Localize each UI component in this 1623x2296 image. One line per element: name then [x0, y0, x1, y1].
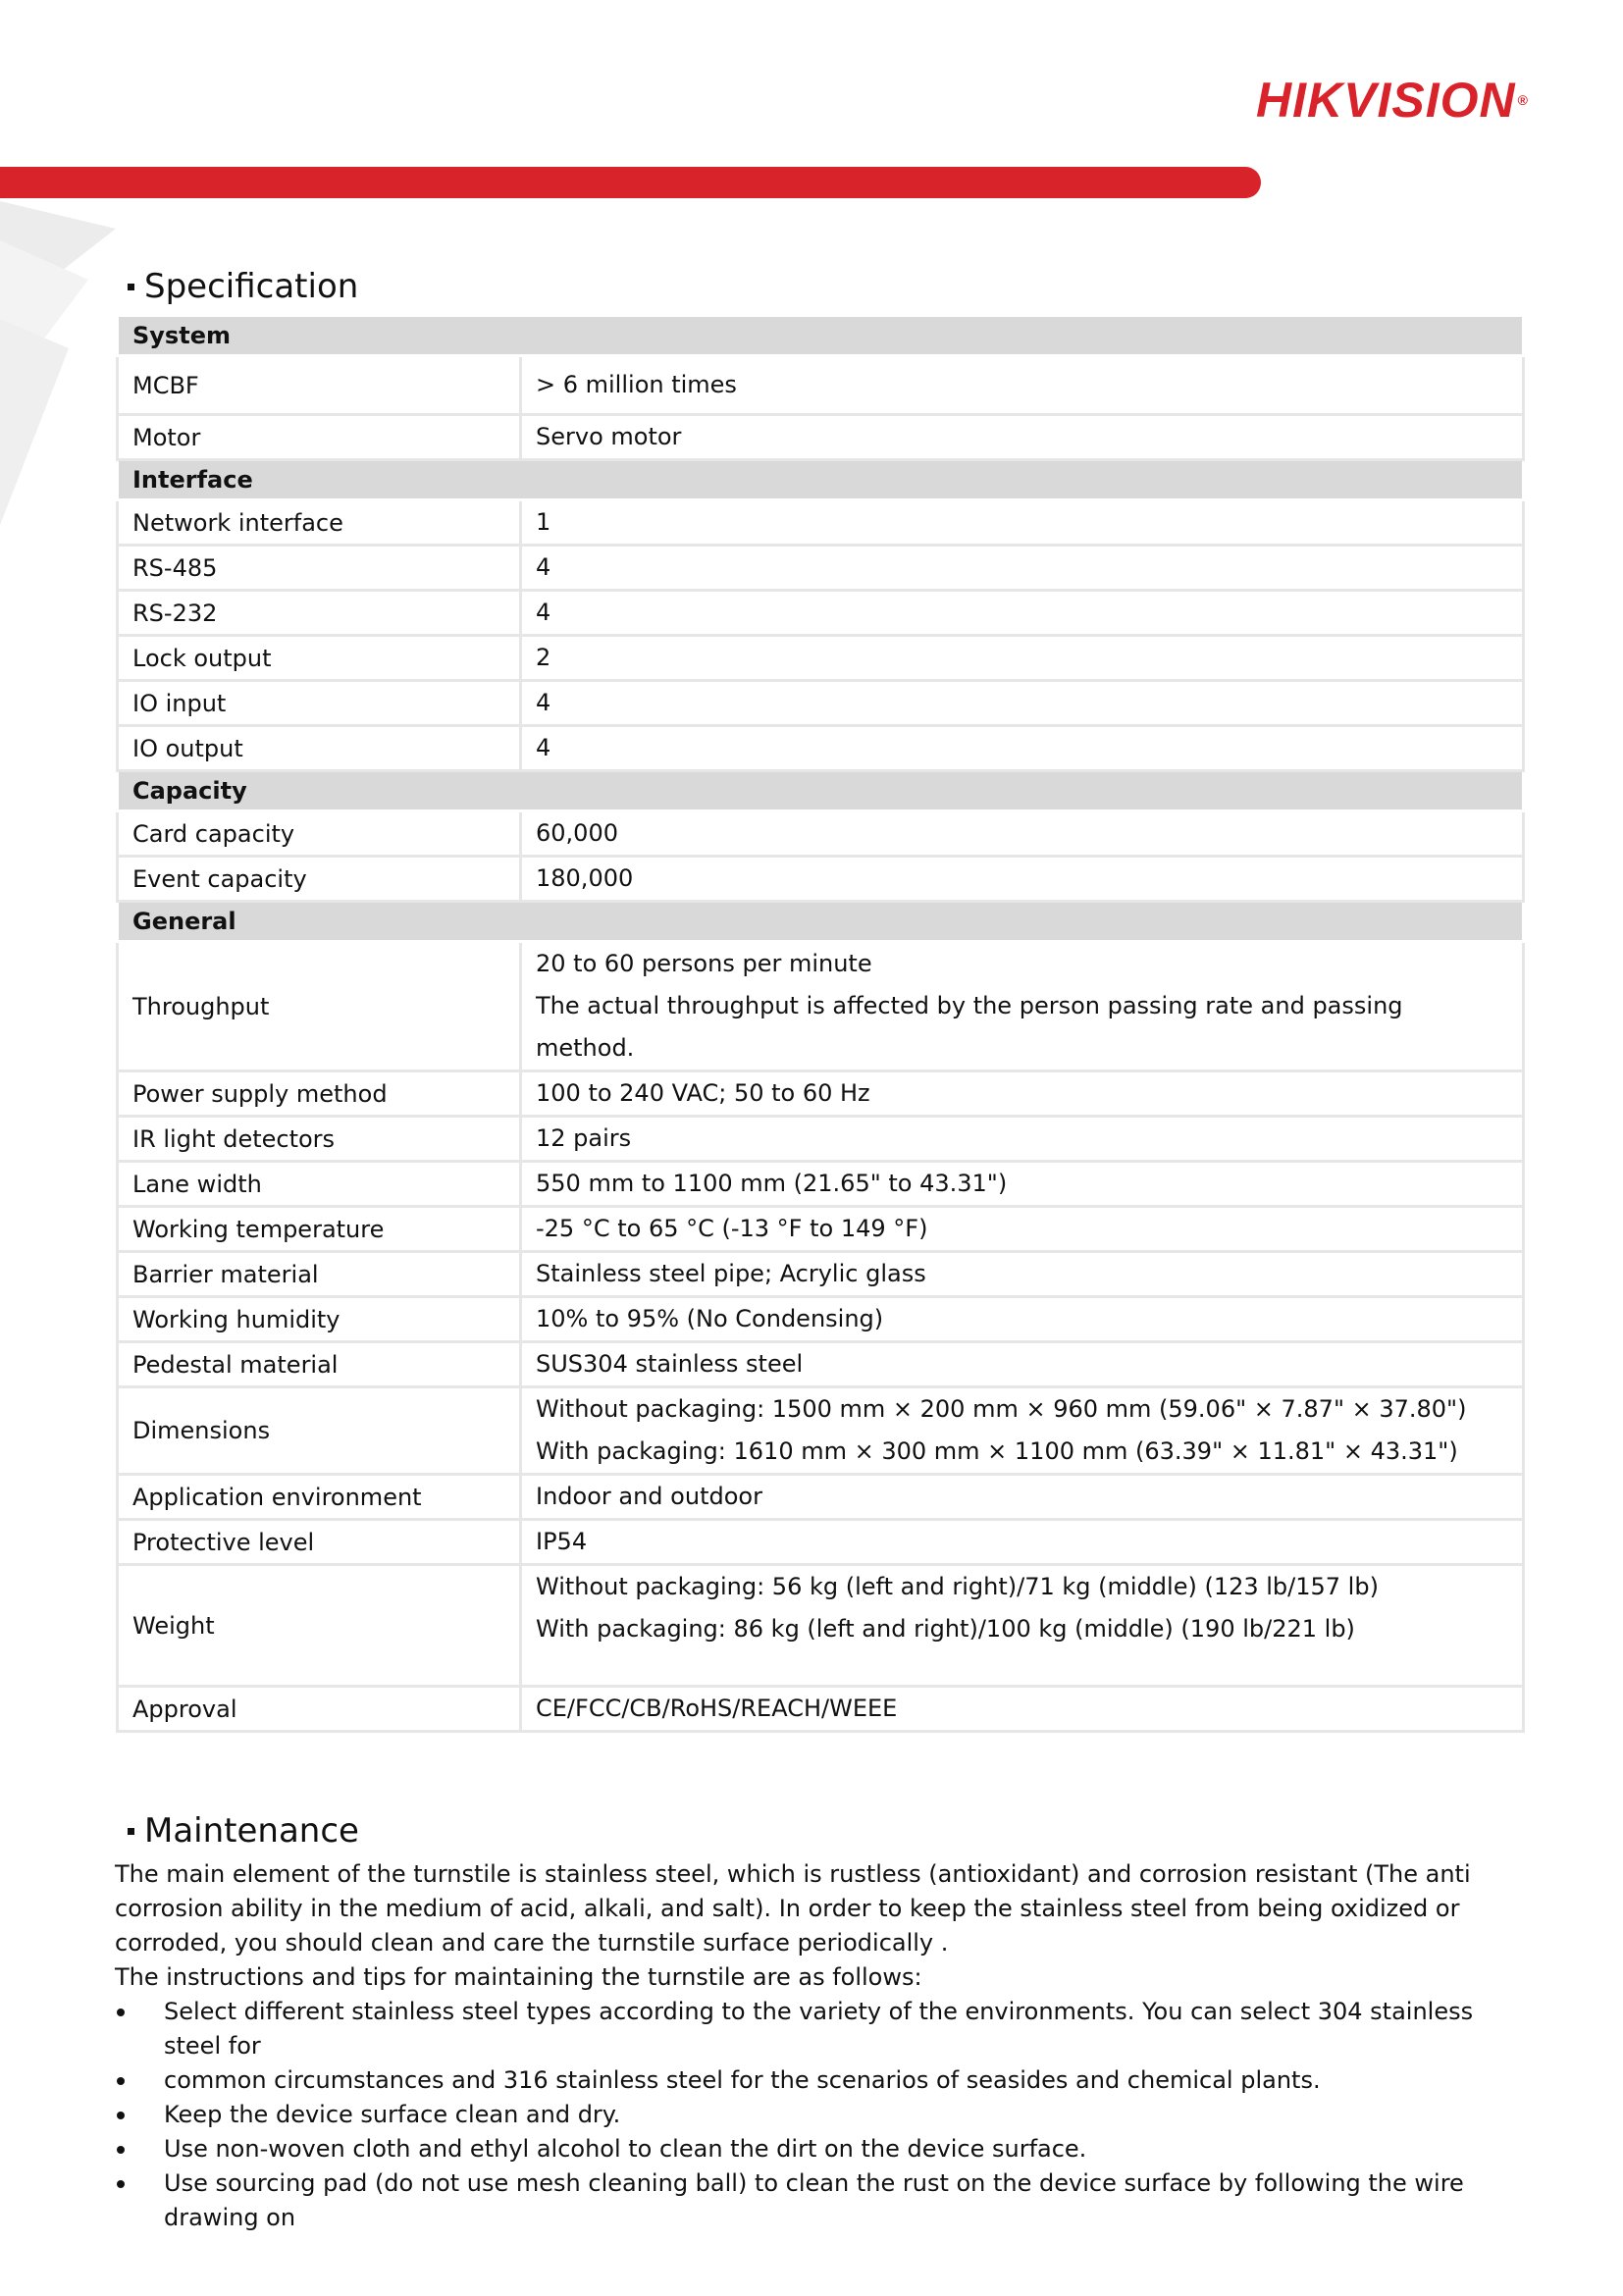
spec-value-line: 60,000: [536, 819, 618, 847]
spec-value-line: IP54: [536, 1528, 588, 1555]
spec-row: [118, 1297, 1524, 1342]
spec-row: [118, 1342, 1524, 1387]
spec-value: [521, 1071, 1524, 1117]
spec-value-line: With packaging: 1610 mm × 300 mm × 1100 mm (63.39" × 11.81" × 43.31"): [536, 1437, 1458, 1465]
maintenance-paragraph: The main element of the turnstile is stainless steel, which is rustless (antioxidant) and corrosion resistant (The anti corrosion ability in the medium of acid, alkali, and salt). In order to keep the stainless steel from being oxidized or corroded, you should clean and care the turnstile surface periodically .: [115, 1860, 1471, 1957]
spec-value-line: 550 mm to 1100 mm (21.65" to 43.31"): [536, 1170, 1008, 1197]
maintenance-intro: The instructions and tips for maintaining the turnstile are as follows:: [115, 1963, 922, 1991]
spec-value-line: CE/FCC/CB/RoHS/REACH/WEEE: [536, 1695, 898, 1722]
header-red-bar: [0, 167, 1261, 198]
spec-label: Lock output: [118, 636, 521, 681]
maintenance-heading: Maintenance: [128, 1811, 359, 1851]
spec-row: [118, 591, 1524, 636]
specification-table: [116, 314, 1525, 1733]
spec-value-line: 4: [536, 689, 551, 716]
bullet-dot-icon: [117, 2077, 125, 2085]
section-header-row: [118, 316, 1524, 356]
spec-value-line: The actual throughput is affected by the person passing rate and passing method.: [536, 992, 1403, 1062]
spec-label: Card capacity: [118, 811, 521, 857]
spec-value: [521, 726, 1524, 771]
spec-label: Protective level: [118, 1520, 521, 1565]
spec-value: [521, 1117, 1524, 1162]
spec-value: [521, 1252, 1524, 1297]
maintenance-body: [115, 1857, 1528, 2235]
spec-value-line: 20 to 60 persons per minute: [536, 950, 872, 977]
section-header: Interface: [118, 460, 1524, 500]
spec-row: [118, 1162, 1524, 1207]
section-header-row: [118, 460, 1524, 500]
spec-row: [118, 1387, 1524, 1475]
spec-label: Working humidity: [118, 1297, 521, 1342]
spec-row: [118, 1475, 1524, 1520]
spec-label: Power supply method: [118, 1071, 521, 1117]
spec-label: Dimensions: [118, 1387, 521, 1475]
spec-label: Barrier material: [118, 1252, 521, 1297]
spec-label: Approval: [118, 1687, 521, 1732]
maintenance-bullet-text: Use non-woven cloth and ethyl alcohol to clean the dirt on the device surface.: [164, 2135, 1087, 2163]
spec-value: [521, 1342, 1524, 1387]
spec-label: Event capacity: [118, 857, 521, 902]
spec-value: [521, 546, 1524, 591]
spec-value-line: > 6 million times: [536, 371, 737, 398]
spec-value-line: 4: [536, 599, 551, 626]
spec-value-line: SUS304 stainless steel: [536, 1350, 804, 1378]
spec-row: [118, 1207, 1524, 1252]
spec-value: [521, 857, 1524, 902]
spec-value: [521, 415, 1524, 460]
bullet-dot-icon: [117, 2112, 125, 2119]
spec-value-line: Indoor and outdoor: [536, 1483, 762, 1510]
spec-label: MCBF: [118, 356, 521, 415]
section-header: Capacity: [118, 771, 1524, 811]
maintenance-bullet-list: [115, 1995, 1528, 2235]
spec-value-line: 12 pairs: [536, 1124, 632, 1152]
spec-value: [521, 636, 1524, 681]
spec-row: [118, 857, 1524, 902]
spec-row: [118, 546, 1524, 591]
maintenance-bullet: [115, 2166, 1528, 2235]
spec-value: [521, 811, 1524, 857]
spec-value: [521, 681, 1524, 726]
spec-value: [521, 1687, 1524, 1732]
section-header: General: [118, 902, 1524, 942]
maintenance-bullet-text: Keep the device surface clean and dry.: [164, 2101, 621, 2128]
spec-value-line: 100 to 240 VAC; 50 to 60 Hz: [536, 1079, 870, 1107]
spec-row: [118, 942, 1524, 1071]
decorative-triangles: [0, 201, 128, 535]
spec-value-line: 1: [536, 508, 551, 536]
spec-value: [521, 1297, 1524, 1342]
spec-value-line: 4: [536, 553, 551, 581]
spec-row: [118, 1520, 1524, 1565]
spec-value-line: With packaging: 86 kg (left and right)/100 kg (middle) (190 lb/221 lb): [536, 1615, 1355, 1643]
spec-value-line: 10% to 95% (No Condensing): [536, 1305, 884, 1332]
bullet-dot-icon: [117, 2180, 125, 2188]
spec-value: [521, 1387, 1524, 1475]
spec-value: [521, 1162, 1524, 1207]
bullet-dot-icon: [117, 2009, 125, 2016]
section-header-row: [118, 902, 1524, 942]
spec-row: [118, 415, 1524, 460]
spec-value-line: 180,000: [536, 864, 634, 892]
specification-heading: Specification: [128, 267, 358, 306]
spec-label: Application environment: [118, 1475, 521, 1520]
maintenance-bullet: [115, 2063, 1528, 2098]
spec-row: [118, 726, 1524, 771]
spec-label: RS-232: [118, 591, 521, 636]
spec-label: Network interface: [118, 500, 521, 546]
spec-label: Throughput: [118, 942, 521, 1071]
spec-label: Motor: [118, 415, 521, 460]
spec-value: [521, 356, 1524, 415]
maintenance-bullet-text: Select different stainless steel types according to the variety of the environments. You can select 304 stainless steel for: [164, 1998, 1474, 2060]
spec-value-line: Stainless steel pipe; Acrylic glass: [536, 1260, 926, 1287]
spec-row: [118, 636, 1524, 681]
maintenance-bullet-text: common circumstances and 316 stainless steel for the scenarios of seasides and chemical plants.: [164, 2066, 1321, 2094]
spec-value: [521, 1475, 1524, 1520]
spec-label: IO output: [118, 726, 521, 771]
spec-value-line: 2: [536, 644, 551, 671]
spec-label: Working temperature: [118, 1207, 521, 1252]
spec-label: Pedestal material: [118, 1342, 521, 1387]
spec-value: [521, 942, 1524, 1071]
spec-row: [118, 356, 1524, 415]
maintenance-bullet: [115, 2098, 1528, 2132]
spec-row: [118, 500, 1524, 546]
spec-row: [118, 1071, 1524, 1117]
maintenance-bullet: [115, 2132, 1528, 2166]
spec-label: Lane width: [118, 1162, 521, 1207]
section-header-row: [118, 771, 1524, 811]
spec-label: IO input: [118, 681, 521, 726]
spec-row: [118, 1252, 1524, 1297]
spec-value: [521, 1207, 1524, 1252]
hikvision-logo: HIKVISION ®: [1256, 73, 1529, 128]
spec-row: [118, 681, 1524, 726]
spec-value: [521, 1520, 1524, 1565]
section-header: System: [118, 316, 1524, 356]
spec-value-line: 4: [536, 734, 551, 761]
spec-row: [118, 811, 1524, 857]
spec-value-line: Servo motor: [536, 423, 682, 450]
spec-row: [118, 1565, 1524, 1687]
spec-value: [521, 500, 1524, 546]
spec-label: RS-485: [118, 546, 521, 591]
spec-label: IR light detectors: [118, 1117, 521, 1162]
spec-value-line: Without packaging: 56 kg (left and right)/71 kg (middle) (123 lb/157 lb): [536, 1573, 1379, 1600]
spec-row: [118, 1687, 1524, 1732]
maintenance-bullet-text: Use sourcing pad (do not use mesh cleaning ball) to clean the rust on the device surface by following the wire drawing on: [164, 2169, 1464, 2231]
spec-value-line: Without packaging: 1500 mm × 200 mm × 960 mm (59.06" × 7.87" × 37.80"): [536, 1395, 1467, 1423]
bullet-dot-icon: [117, 2146, 125, 2154]
spec-value-line: -25 °C to 65 °C (-13 °F to 149 °F): [536, 1215, 928, 1242]
spec-value: [521, 1565, 1524, 1687]
spec-label: Weight: [118, 1565, 521, 1687]
spec-value: [521, 591, 1524, 636]
spec-row: [118, 1117, 1524, 1162]
maintenance-bullet: [115, 1995, 1528, 2063]
